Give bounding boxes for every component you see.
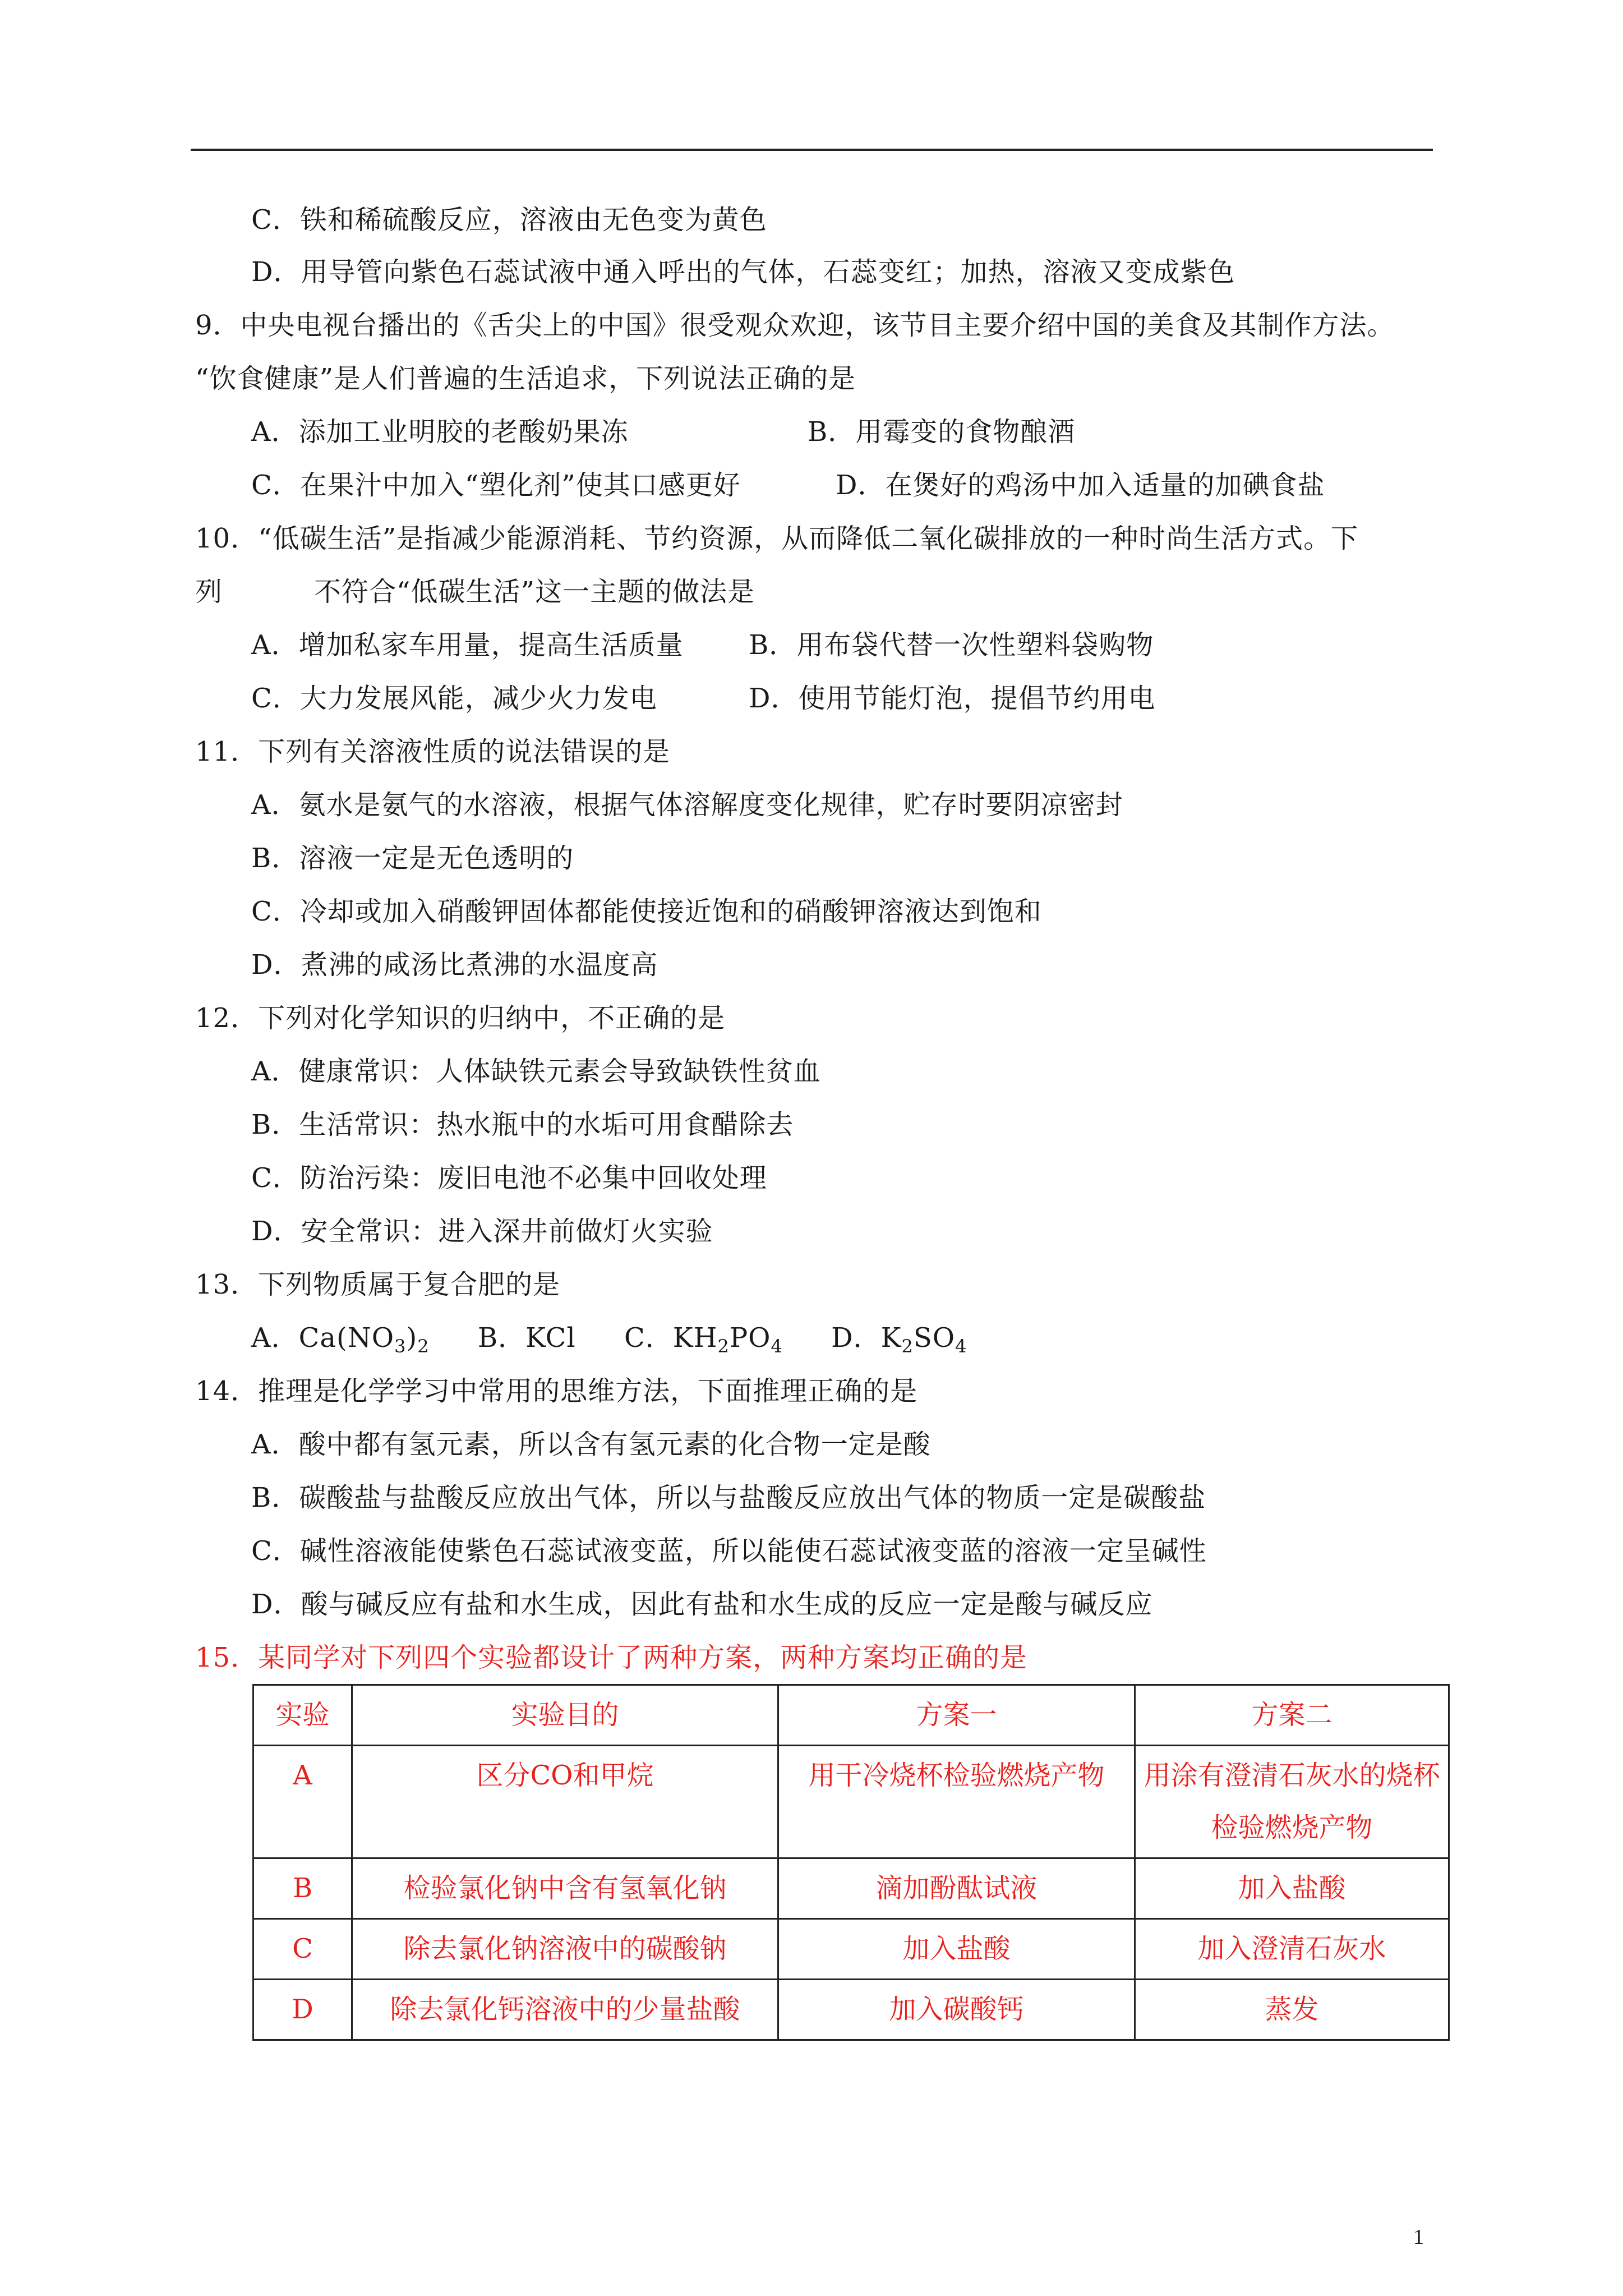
q12-option-d: D．安全常识：进入深井前做灯火实验 (251, 1216, 713, 1247)
q10-option-a: A．增加私家车用量，提高生活质量 (251, 629, 684, 661)
q13-option-d: D．$K_2SO_4$ (831, 1322, 967, 1357)
table-cell: 滴加酚酞试液 (778, 1858, 1135, 1919)
table-header-cell: 方案二 (1135, 1685, 1449, 1746)
table-row (253, 1858, 1449, 1919)
q13-options (251, 1321, 967, 1363)
table-cell: 加入盐酸 (778, 1919, 1135, 1980)
header-rule (191, 149, 1433, 151)
table-cell: 除去氯化钙溶液中的少量盐酸 (352, 1980, 778, 2040)
q13-option-a: A．$Ca(NO_3)_2$ (251, 1322, 430, 1357)
table-header-row (253, 1685, 1449, 1746)
q9-option-b: B．用霉变的食物酿酒 (808, 416, 1076, 448)
q12-option-a: A．健康常识：人体缺铁元素会导致缺铁性贫血 (251, 1056, 821, 1087)
q14-option-a: A．酸中都有氢元素，所以含有氢元素的化合物一定是酸 (251, 1429, 931, 1460)
q14-option-b: B．碳酸盐与盐酸反应放出气体，所以与盐酸反应放出气体的物质一定是碳酸盐 (251, 1482, 1206, 1513)
table-header-cell: 实验 (253, 1685, 352, 1746)
q11-option-c: C．冷却或加入硝酸钾固体都能使接近饱和的硝酸钾溶液达到饱和 (251, 896, 1042, 927)
q9-stem-line1: 9．中央电视台播出的《舌尖上的中国》很受观众欢迎，该节目主要介绍中国的美食及其制作方法。 (195, 310, 1395, 341)
table-row (253, 1980, 1449, 2040)
q8-option-d: D．用导管向紫色石蕊试液中通入呼出的气体，石蕊变红；加热，溶液又变成紫色 (251, 256, 1235, 288)
q11-option-b: B．溶液一定是无色透明的 (251, 843, 574, 874)
q10-stem-line2: 不符合“低碳生活”这一主题的做法是 (314, 576, 755, 608)
q12-stem: 12．下列对化学知识的归纳中，不正确的是 (195, 1002, 726, 1034)
table-cell: 检验氯化钠中含有氢氧化钠 (352, 1858, 778, 1919)
q9-option-c: C．在果汁中加入“塑化剂”使其口感更好 (251, 470, 741, 501)
table-cell: 区分CO和甲烷 (352, 1746, 778, 1858)
q14-stem: 14．推理是化学学习中常用的思维方法，下面推理正确的是 (195, 1375, 918, 1407)
table-cell: 加入澄清石灰水 (1135, 1919, 1449, 1980)
q15-stem: 15．某同学对下列四个实验都设计了两种方案，两种方案均正确的是 (195, 1642, 1028, 1673)
q14-option-c: C．碱性溶液能使紫色石蕊试液变蓝，所以能使石蕊试液变蓝的溶液一定呈碱性 (251, 1535, 1207, 1567)
table-row (253, 1919, 1449, 1980)
q10-stem-line2-start: 列 (195, 576, 223, 608)
table-cell: 加入盐酸 (1135, 1858, 1449, 1919)
q8-option-c: C．铁和稀硫酸反应，溶液由无色变为黄色 (251, 204, 767, 236)
table-cell: A (253, 1746, 352, 1858)
q12-option-b: B．生活常识：热水瓶中的水垢可用食醋除去 (251, 1109, 794, 1140)
q10-option-b: B．用布袋代替一次性塑料袋购物 (749, 629, 1154, 661)
table-row (253, 1746, 1449, 1858)
table-header-cell: 实验目的 (352, 1685, 778, 1746)
table-cell: 用涂有澄清石灰水的烧杯检验燃烧产物 (1135, 1746, 1449, 1858)
table-cell: B (253, 1858, 352, 1919)
q13-option-c: C．$KH_2PO_4$ (624, 1322, 783, 1357)
table-cell: 除去氯化钠溶液中的碳酸钠 (352, 1919, 778, 1980)
table-cell: 用干冷烧杯检验燃烧产物 (778, 1746, 1135, 1858)
table-header-cell: 方案一 (778, 1685, 1135, 1746)
q10-stem-line1: 10．“低碳生活”是指减少能源消耗、节约资源，从而降低二氧化碳排放的一种时尚生活方式。下 (195, 523, 1359, 554)
q9-option-d: D．在煲好的鸡汤中加入适量的加碘食盐 (836, 470, 1325, 501)
q11-option-d: D．煮沸的咸汤比煮沸的水温度高 (251, 949, 658, 981)
table-cell: 蒸发 (1135, 1980, 1449, 2040)
q10-option-c: C．大力发展风能，减少火力发电 (251, 683, 657, 714)
q12-option-c: C．防治污染：废旧电池不必集中回收处理 (251, 1162, 767, 1194)
q14-option-d: D．酸与碱反应有盐和水生成，因此有盐和水生成的反应一定是酸与碱反应 (251, 1589, 1153, 1620)
q13-option-b: B．KCl (477, 1322, 576, 1354)
q15-experiment-table (252, 1684, 1450, 2041)
q11-option-a: A．氨水是氨气的水溶液，根据气体溶解度变化规律，贮存时要阴凉密封 (251, 789, 1123, 821)
q9-stem-line2: “饮食健康”是人们普遍的生活追求，下列说法正确的是 (195, 363, 856, 394)
table-cell: C (253, 1919, 352, 1980)
q13-stem: 13．下列物质属于复合肥的是 (195, 1269, 561, 1300)
q9-option-a: A．添加工业明胶的老酸奶果冻 (251, 416, 629, 448)
page-number: 1 (1413, 2225, 1424, 2249)
table-cell: D (253, 1980, 352, 2040)
table-cell: 加入碳酸钙 (778, 1980, 1135, 2040)
q11-stem: 11．下列有关溶液性质的说法错误的是 (195, 736, 671, 767)
q10-option-d: D．使用节能灯泡，提倡节约用电 (749, 683, 1156, 714)
